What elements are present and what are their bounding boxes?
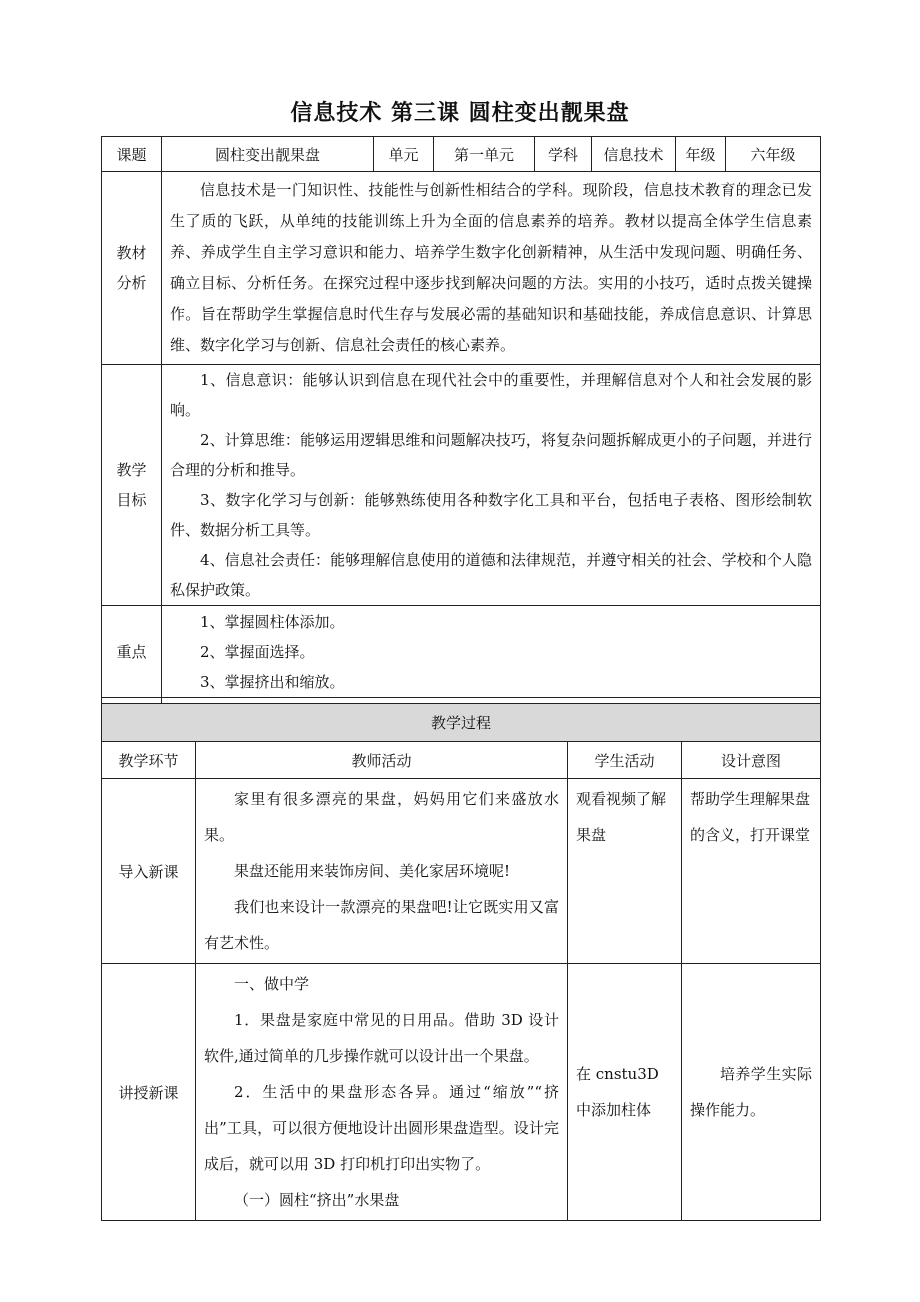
key-points-row bbox=[102, 606, 821, 698]
analysis-label: 教材 分析 bbox=[102, 172, 162, 365]
teacher-paragraph: 一、做中学 bbox=[234, 975, 310, 993]
design-intent-cell bbox=[682, 964, 821, 1221]
stage-cell: 导入新课 bbox=[102, 779, 196, 964]
grade-label: 年级 bbox=[676, 137, 726, 172]
subject-value: 信息技术 bbox=[592, 137, 676, 172]
document-title: 信息技术 第三课 圆柱变出靓果盘 bbox=[290, 100, 630, 126]
table-row bbox=[102, 779, 821, 964]
process-columns-row bbox=[102, 742, 821, 779]
key-points-cell bbox=[162, 606, 821, 698]
teacher-paragraph: 我们也来设计一款漂亮的果盘吧!让它既实用又富有艺术性。 bbox=[204, 898, 559, 952]
table-row bbox=[102, 964, 821, 1221]
design-intent-text: 帮助学生理解果盘的含义，打开课堂 bbox=[690, 790, 811, 844]
teacher-paragraph: 1．果盘是家庭中常见的日用品。借助 3D 设计软件,通过简单的几步操作就可以设计出一个果盘。 bbox=[204, 1011, 559, 1065]
goal-item: 1、信息意识：能够认识到信息在现代社会中的重要性，并理解信息对个人和社会发展的影响。 bbox=[170, 371, 812, 419]
teacher-activity-cell bbox=[196, 779, 568, 964]
key-point-item: 1、掌握圆柱体添加。 bbox=[200, 612, 345, 631]
column-header-stage: 教学环节 bbox=[102, 742, 196, 779]
goals-label: 教学 目标 bbox=[102, 365, 162, 606]
column-header-teacher: 教师活动 bbox=[196, 742, 568, 779]
analysis-text: 信息技术是一门知识性、技能性与创新性相结合的学科。现阶段，信息技术教育的理念已发生了质的飞跃，从单纯的技能训练上升为全面的信息素养的培养。教材以提高全体学生信息素养、养成学生自主学习意识和能力、培养学生数字化创新精神，从生活中发现问题、明确任务、确立目标、分析任务。在探究过程中逐步找到解决问题的方法。实用的小技巧，适时点拨关键操作。旨在帮助学生掌握信息时代生存与发展必需的基础知识和基础技能，养成信息意识、计算思维、数字化学习与创新、信息社会责任的核心素养。 bbox=[170, 181, 812, 354]
student-activity-text: 观看视频了解果盘 bbox=[576, 790, 667, 844]
process-header-row bbox=[102, 704, 821, 742]
student-activity-cell bbox=[568, 779, 682, 964]
info-row bbox=[102, 137, 821, 172]
teacher-paragraph: 2．生活中的果盘形态各异。通过“缩放”“挤出”工具，可以很方便地设计出圆形果盘造型。设计完成后，就可以用 3D 打印机打印出实物了。 bbox=[204, 1083, 559, 1173]
teacher-activity-cell bbox=[196, 964, 568, 1221]
student-activity-cell bbox=[568, 964, 682, 1221]
analysis-row bbox=[102, 172, 821, 365]
process-header: 教学过程 bbox=[102, 704, 821, 742]
key-points-label: 重点 bbox=[102, 606, 162, 698]
analysis-cell bbox=[162, 172, 821, 365]
design-intent-cell bbox=[682, 779, 821, 964]
topic-value: 圆柱变出靓果盘 bbox=[162, 137, 374, 172]
key-point-item: 3、掌握挤出和缩放。 bbox=[200, 672, 345, 691]
subject-label: 学科 bbox=[535, 137, 592, 172]
goals-cell bbox=[162, 365, 821, 606]
student-activity-text: 在 cnstu3D 中添加柱体 bbox=[576, 1065, 659, 1119]
unit-value: 第一单元 bbox=[434, 137, 535, 172]
goals-row bbox=[102, 365, 821, 606]
grade-value: 六年级 bbox=[726, 137, 821, 172]
column-header-intent: 设计意图 bbox=[682, 742, 821, 779]
goal-item: 4、信息社会责任：能够理解信息使用的道德和法律规范，并遵守相关的社会、学校和个人隐私保护政策。 bbox=[170, 551, 812, 599]
goal-item: 3、数字化学习与创新：能够熟练使用各种数字化工具和平台，包括电子表格、图形绘制软件、数据分析工具等。 bbox=[170, 491, 812, 539]
teacher-paragraph: （一）圆柱“挤出”水果盘 bbox=[234, 1191, 400, 1209]
column-header-student: 学生活动 bbox=[568, 742, 682, 779]
teacher-paragraph: 果盘还能用来装饰房间、美化家居环境呢! bbox=[234, 862, 511, 880]
goal-item: 2、计算思维：能够运用逻辑思维和问题解决技巧，将复杂问题拆解成更小的子问题，并进行合理的分析和推导。 bbox=[170, 431, 812, 479]
key-point-item: 2、掌握面选择。 bbox=[200, 642, 315, 661]
stage-cell: 讲授新课 bbox=[102, 964, 196, 1221]
lesson-info-table bbox=[101, 136, 821, 729]
teacher-paragraph: 家里有很多漂亮的果盘，妈妈用它们来盛放水果。 bbox=[204, 790, 559, 844]
teaching-process-table bbox=[101, 703, 821, 1221]
topic-label: 课题 bbox=[102, 137, 162, 172]
unit-label: 单元 bbox=[374, 137, 434, 172]
design-intent-text: 培养学生实际操作能力。 bbox=[690, 1065, 813, 1119]
